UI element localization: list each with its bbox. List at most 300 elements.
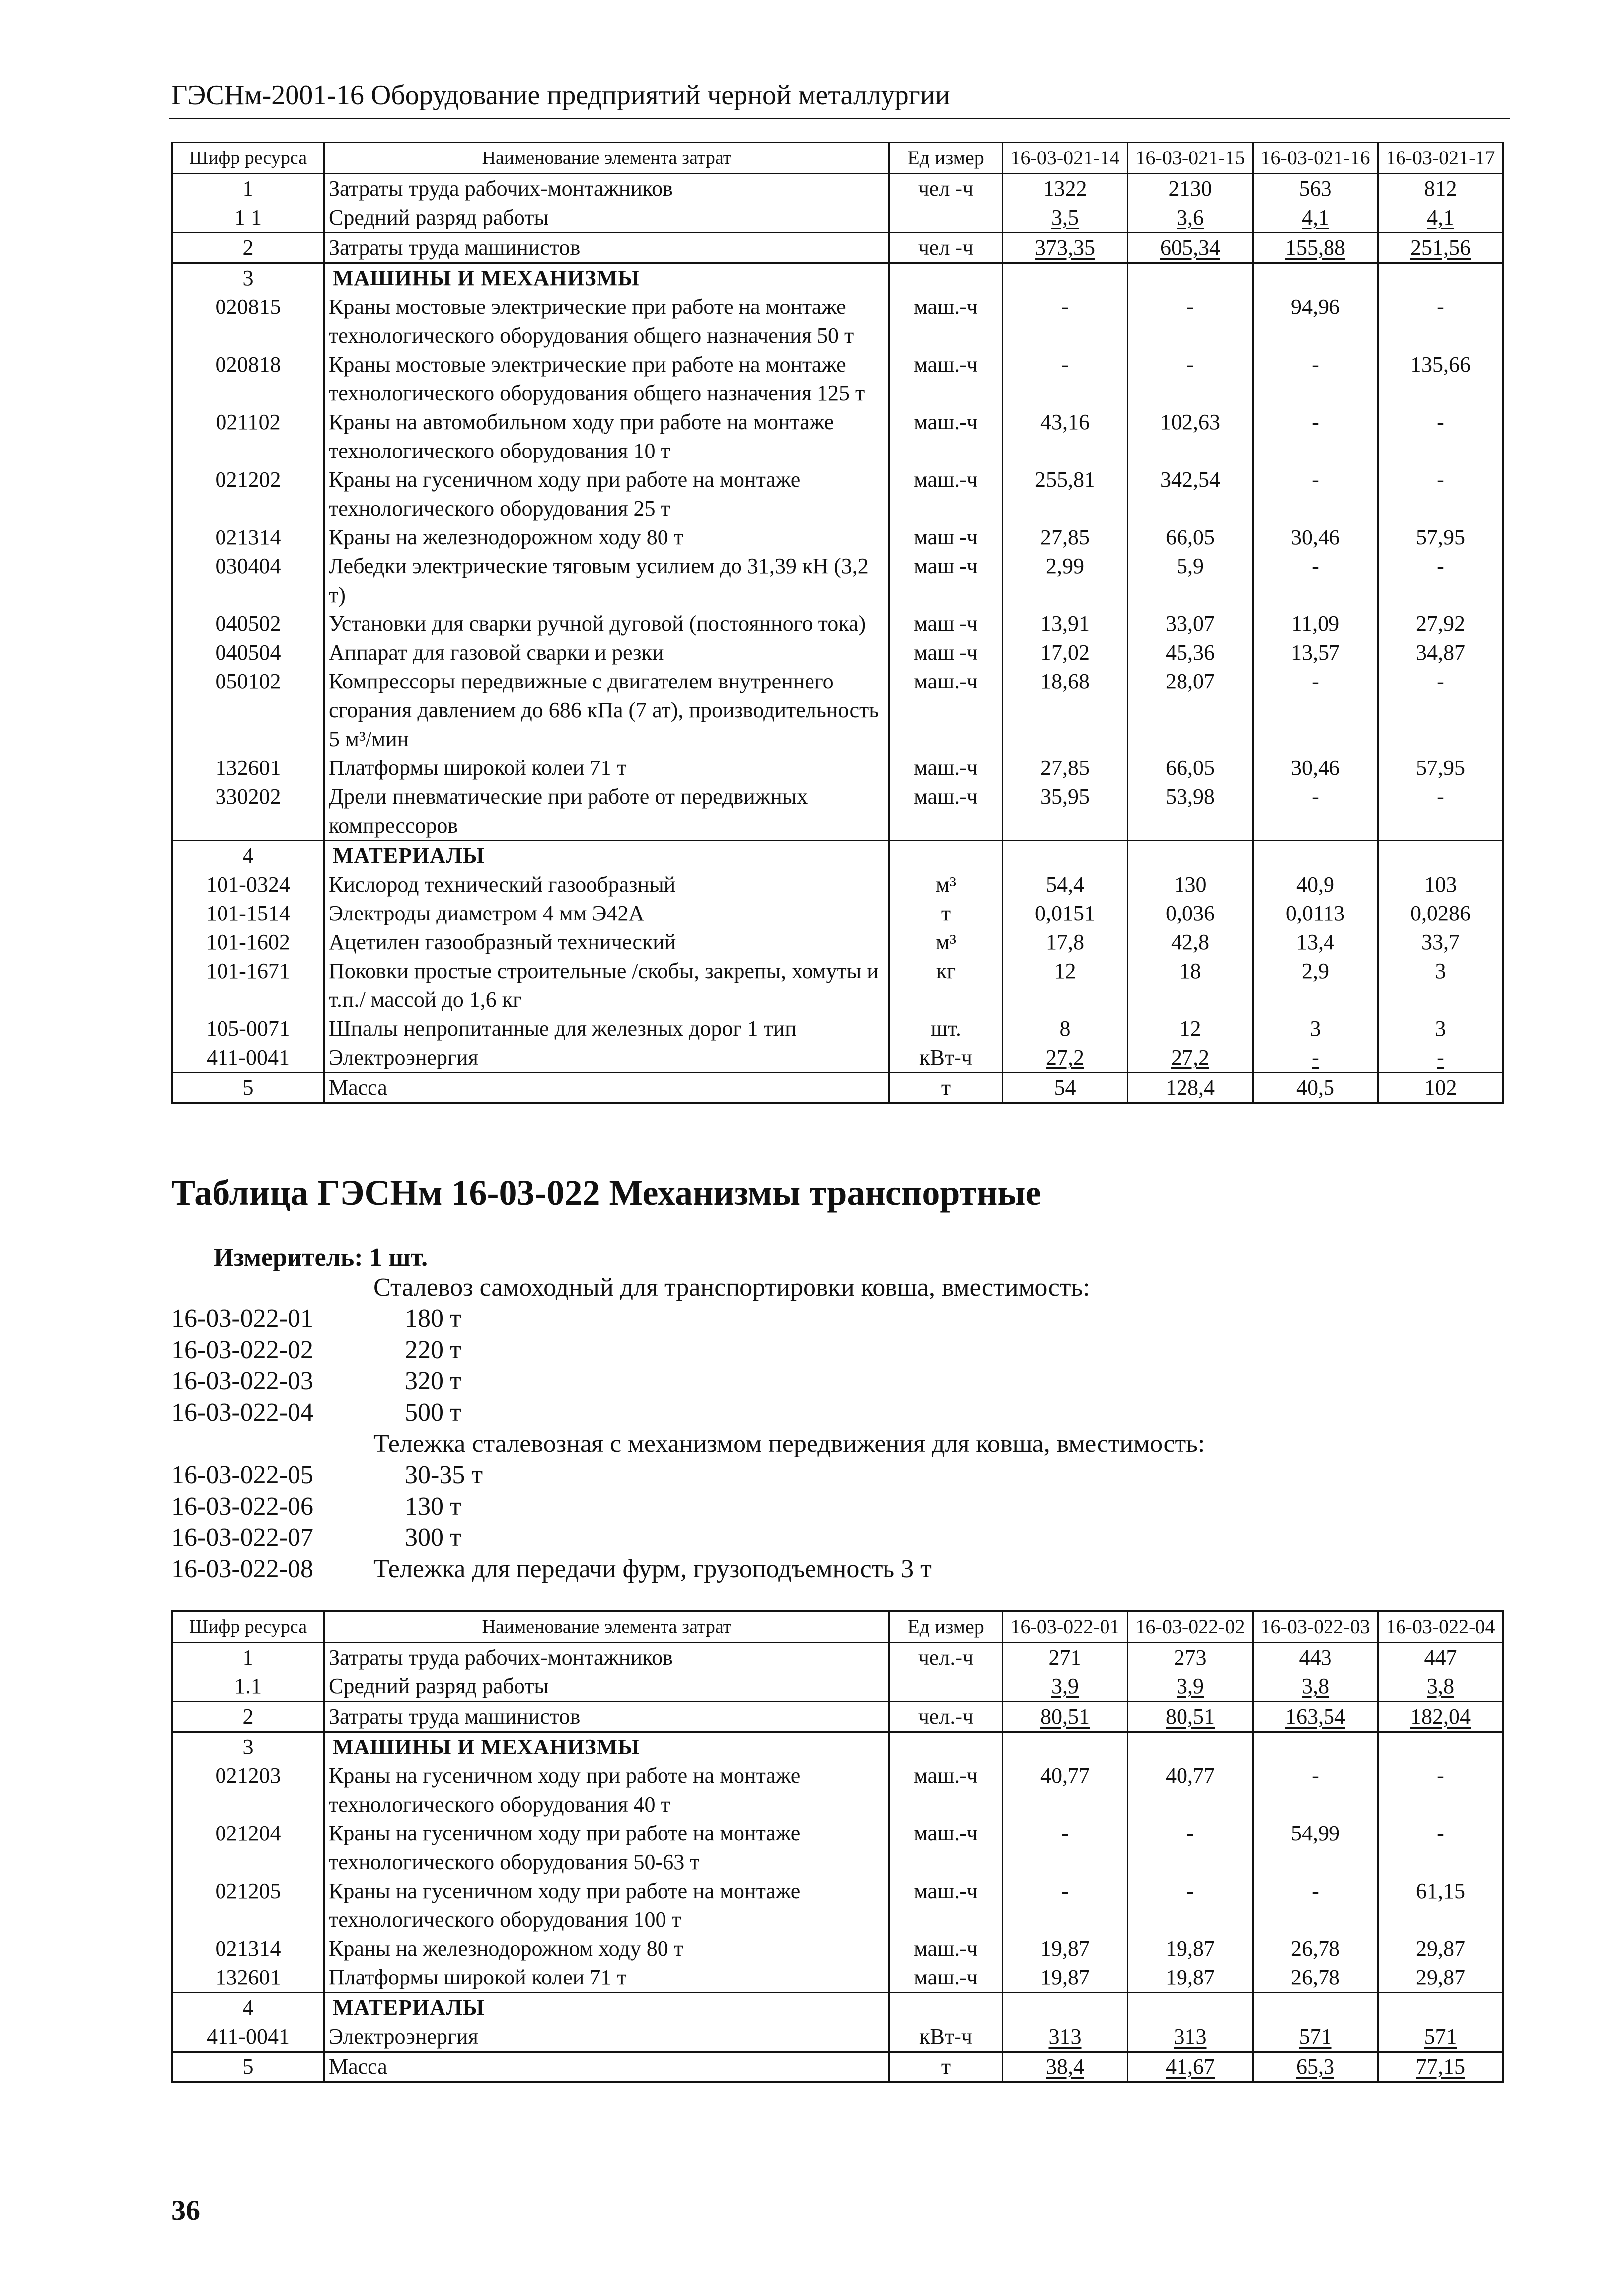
page-header: ГЭСНм-2001-16 Оборудование предприятий черной металлургии (171, 80, 950, 111)
cost-item-name: Дрели пневматические при работе от передвижных компрессоров (324, 782, 889, 841)
variant-code: 16-03-022-07 (171, 1524, 313, 1552)
table-row (172, 1934, 1503, 1963)
unit-of-measure: чел.-ч (889, 1702, 1003, 1732)
table-row (172, 523, 1503, 552)
value-cell: - (1253, 667, 1378, 754)
resource-code: 021203 (172, 1761, 324, 1819)
unit-of-measure (889, 263, 1003, 293)
resource-code: 020818 (172, 350, 324, 408)
value-cell (1128, 1732, 1253, 1762)
resource-code: 5 (172, 1073, 324, 1103)
value-cell (1128, 263, 1253, 293)
unit-of-measure: кВт-ч (889, 2022, 1003, 2052)
resource-code: 040502 (172, 610, 324, 638)
col-header-unit: Ед измер (889, 143, 1003, 174)
value-cell: 0,0113 (1253, 899, 1378, 928)
table-row (172, 841, 1503, 871)
variant-row (171, 1303, 1363, 1334)
resource-code: 021102 (172, 408, 324, 465)
value-cell: - (1253, 1761, 1378, 1819)
cost-item-name: Ацетилен газообразный технический (324, 928, 889, 957)
resource-code: 5 (172, 2052, 324, 2082)
value-cell: 26,78 (1253, 1934, 1378, 1963)
unit-of-measure: т (889, 2052, 1003, 2082)
variant-list (171, 1272, 1363, 1585)
value-cell: - (1253, 1043, 1378, 1073)
cost-item-name: Средний разряд работы (324, 1672, 889, 1702)
unit-of-measure: чел -ч (889, 174, 1003, 204)
section-heading: МАШИНЫ И МЕХАНИЗМЫ (324, 263, 889, 293)
value-cell: 27,2 (1003, 1043, 1128, 1073)
table-row (172, 350, 1503, 408)
value-cell: 40,5 (1253, 1073, 1378, 1103)
value-cell: 13,91 (1003, 610, 1128, 638)
value-cell: - (1378, 667, 1503, 754)
value-cell: 3,9 (1128, 1672, 1253, 1702)
value-cell: 3 (1253, 1014, 1378, 1043)
value-cell: 35,95 (1003, 782, 1128, 841)
unit-of-measure: маш -ч (889, 638, 1003, 667)
table-row (172, 1761, 1503, 1819)
variant-row (171, 1522, 1363, 1553)
value-cell: 163,54 (1253, 1702, 1378, 1732)
unit-of-measure (889, 1672, 1003, 1702)
col-header-name: Наименование элемента затрат (324, 143, 889, 174)
resource-code: 1.1 (172, 1672, 324, 1702)
value-cell: 255,81 (1003, 465, 1128, 523)
value-cell: 342,54 (1128, 465, 1253, 523)
value-cell: 571 (1253, 2022, 1378, 2052)
value-cell: 77,15 (1378, 2052, 1503, 2082)
resource-code: 411-0041 (172, 1043, 324, 1073)
variant-capacity: 130 т (405, 1492, 461, 1521)
variant-capacity: 180 т (405, 1304, 461, 1333)
resource-code: 4 (172, 1993, 324, 2023)
cost-item-name: Краны на железнодорожном ходу 80 т (324, 523, 889, 552)
section-heading: МАШИНЫ И МЕХАНИЗМЫ (324, 1732, 889, 1762)
table-row (172, 1877, 1503, 1934)
table-row (172, 1702, 1503, 1732)
col-header-unit: Ед измер (889, 1611, 1003, 1643)
table-row (172, 2052, 1503, 2082)
value-cell (1253, 1993, 1378, 2023)
value-cell: 40,9 (1253, 870, 1378, 899)
unit-of-measure: маш.-ч (889, 1934, 1003, 1963)
value-cell (1253, 1732, 1378, 1762)
value-cell: 103 (1378, 870, 1503, 899)
col-header-variant: 16-03-022-01 (1003, 1611, 1128, 1643)
table-row (172, 870, 1503, 899)
cost-item-name: Шпалы непропитанные для железных дорог 1 тип (324, 1014, 889, 1043)
value-cell: 34,87 (1378, 638, 1503, 667)
value-cell: - (1253, 350, 1378, 408)
value-cell (1128, 841, 1253, 871)
value-cell: 271 (1003, 1643, 1128, 1673)
unit-of-measure: маш.-ч (889, 667, 1003, 754)
value-cell: 563 (1253, 174, 1378, 204)
value-cell (1378, 1993, 1503, 2023)
table-row (172, 408, 1503, 465)
value-cell (1378, 1732, 1503, 1762)
value-cell: 30,46 (1253, 523, 1378, 552)
variant-caption: Тележка сталевозная с механизмом передвижения для ковша, вместимость: (373, 1430, 1205, 1458)
value-cell: - (1378, 1819, 1503, 1877)
cost-item-name: Краны на гусеничном ходу при работе на монтаже технологического оборудования 50-63 т (324, 1819, 889, 1877)
value-cell: - (1128, 1819, 1253, 1877)
value-cell: 27,92 (1378, 610, 1503, 638)
table-row (172, 899, 1503, 928)
table-row (172, 263, 1503, 293)
value-cell: 19,87 (1003, 1963, 1128, 1993)
variant-capacity: 220 т (405, 1336, 461, 1364)
unit-of-measure: маш.-ч (889, 408, 1003, 465)
unit-of-measure: кВт-ч (889, 1043, 1003, 1073)
value-cell: 3,6 (1128, 203, 1253, 233)
variant-code: 16-03-022-01 (171, 1304, 313, 1333)
value-cell: - (1253, 1877, 1378, 1934)
value-cell: 2130 (1128, 174, 1253, 204)
unit-of-measure: маш.-ч (889, 1819, 1003, 1877)
value-cell: 53,98 (1128, 782, 1253, 841)
value-cell: 54,4 (1003, 870, 1128, 899)
unit-of-measure (889, 203, 1003, 233)
variant-row (171, 1459, 1363, 1491)
variant-code: 16-03-022-02 (171, 1336, 313, 1364)
value-cell: - (1378, 408, 1503, 465)
value-cell: - (1003, 293, 1128, 350)
value-cell (1003, 263, 1128, 293)
resource-code: 021205 (172, 1877, 324, 1934)
table-row (172, 1672, 1503, 1702)
value-cell: 42,8 (1128, 928, 1253, 957)
cost-item-name: Лебедки электрические тяговым усилием до 31,39 кН (3,2 т) (324, 552, 889, 610)
cost-item-name: Платформы широкой колеи 71 т (324, 754, 889, 782)
unit-of-measure: т (889, 899, 1003, 928)
value-cell: - (1128, 350, 1253, 408)
cost-item-name: Средний разряд работы (324, 203, 889, 233)
value-cell (1003, 841, 1128, 871)
col-header-variant: 16-03-022-02 (1128, 1611, 1253, 1643)
value-cell: 313 (1003, 2022, 1128, 2052)
unit-of-measure: маш.-ч (889, 465, 1003, 523)
value-cell: - (1128, 1877, 1253, 1934)
col-header-variant: 16-03-021-15 (1128, 143, 1253, 174)
value-cell: - (1003, 1819, 1128, 1877)
page-number: 36 (171, 2194, 200, 2226)
value-cell: - (1378, 465, 1503, 523)
value-cell: 3,9 (1003, 1672, 1128, 1702)
cost-item-name: Затраты труда машинистов (324, 233, 889, 263)
value-cell: 66,05 (1128, 523, 1253, 552)
resource-code: 030404 (172, 552, 324, 610)
cost-item-name: Электроэнергия (324, 1043, 889, 1073)
value-cell: 5,9 (1128, 552, 1253, 610)
table-row (172, 1043, 1503, 1073)
table-row (172, 1014, 1503, 1043)
variant-row (171, 1397, 1363, 1428)
value-cell: 3,8 (1378, 1672, 1503, 1702)
table-header-row (172, 1611, 1503, 1643)
value-cell: 54 (1003, 1073, 1128, 1103)
resource-code: 021314 (172, 1934, 324, 1963)
value-cell (1128, 1993, 1253, 2023)
value-cell: 29,87 (1378, 1934, 1503, 1963)
table-row (172, 1732, 1503, 1762)
col-header-name: Наименование элемента затрат (324, 1611, 889, 1643)
table-row (172, 782, 1503, 841)
variant-code: 16-03-022-05 (171, 1461, 313, 1489)
cost-item-name: Поковки простые строительные /скобы, закрепы, хомуты и т.п./ массой до 1,6 кг (324, 957, 889, 1014)
resource-table-16-03-022 (171, 1610, 1504, 2083)
value-cell: 18,68 (1003, 667, 1128, 754)
value-cell: 0,0286 (1378, 899, 1503, 928)
value-cell: 40,77 (1003, 1761, 1128, 1819)
resource-code: 1 1 (172, 203, 324, 233)
table-row (172, 754, 1503, 782)
value-cell: 12 (1003, 957, 1128, 1014)
variant-code: 16-03-022-04 (171, 1398, 313, 1427)
variant-capacity: 500 т (405, 1398, 461, 1427)
value-cell: 182,04 (1378, 1702, 1503, 1732)
variant-code: 16-03-022-08 (171, 1555, 313, 1583)
value-cell: 812 (1378, 174, 1503, 204)
variant-code: 16-03-022-06 (171, 1492, 313, 1521)
resource-code: 2 (172, 1702, 324, 1732)
unit-of-measure: т (889, 1073, 1003, 1103)
value-cell: 11,09 (1253, 610, 1378, 638)
value-cell: 3 (1378, 957, 1503, 1014)
variant-row (171, 1553, 1363, 1585)
table-row (172, 1819, 1503, 1877)
value-cell: 33,07 (1128, 610, 1253, 638)
table-row (172, 610, 1503, 638)
resource-code: 101-1671 (172, 957, 324, 1014)
variant-row (171, 1334, 1363, 1366)
table-row (172, 1963, 1503, 1993)
value-cell (1003, 1993, 1128, 2023)
resource-code: 105-0071 (172, 1014, 324, 1043)
variant-row (171, 1491, 1363, 1522)
value-cell: - (1253, 465, 1378, 523)
variant-caption: Сталевоз самоходный для транспортировки ковша, вместимость: (373, 1273, 1090, 1301)
cost-item-name: Электроды диаметром 4 мм Э42А (324, 899, 889, 928)
section-heading: МАТЕРИАЛЫ (324, 841, 889, 871)
unit-of-measure: м³ (889, 870, 1003, 899)
value-cell (1378, 841, 1503, 871)
value-cell: 13,57 (1253, 638, 1378, 667)
unit-of-measure (889, 841, 1003, 871)
header-rule (169, 118, 1510, 119)
value-cell: 2,99 (1003, 552, 1128, 610)
value-cell: 27,2 (1128, 1043, 1253, 1073)
value-cell: 19,87 (1128, 1963, 1253, 1993)
value-cell: 80,51 (1128, 1702, 1253, 1732)
resource-code: 020815 (172, 293, 324, 350)
table-row (172, 203, 1503, 233)
value-cell: 3,8 (1253, 1672, 1378, 1702)
value-cell: 0,0151 (1003, 899, 1128, 928)
value-cell: 17,8 (1003, 928, 1128, 957)
value-cell: 27,85 (1003, 523, 1128, 552)
variant-capacity: 30-35 т (405, 1461, 483, 1489)
value-cell: 155,88 (1253, 233, 1378, 263)
cost-item-name: Кислород технический газообразный (324, 870, 889, 899)
meter-label: Измеритель: 1 шт. (214, 1243, 428, 1272)
table-row (172, 638, 1503, 667)
resource-code: 021314 (172, 523, 324, 552)
cost-item-name: Электроэнергия (324, 2022, 889, 2052)
cost-item-name: Установки для сварки ручной дуговой (постоянного тока) (324, 610, 889, 638)
table-row (172, 465, 1503, 523)
variant-capacity: 320 т (405, 1367, 461, 1395)
value-cell: - (1378, 782, 1503, 841)
value-cell: - (1378, 552, 1503, 610)
unit-of-measure: маш.-ч (889, 1963, 1003, 1993)
cost-item-name: Затраты труда машинистов (324, 1702, 889, 1732)
variant-row (171, 1366, 1363, 1397)
table-row (172, 233, 1503, 263)
value-cell: 54,99 (1253, 1819, 1378, 1877)
resource-code: 132601 (172, 754, 324, 782)
value-cell (1003, 1732, 1128, 1762)
value-cell: - (1003, 350, 1128, 408)
value-cell: 33,7 (1378, 928, 1503, 957)
resource-code: 2 (172, 233, 324, 263)
col-header-variant: 16-03-021-16 (1253, 143, 1378, 174)
table-row (172, 667, 1503, 754)
unit-of-measure: маш -ч (889, 523, 1003, 552)
value-cell: 4,1 (1378, 203, 1503, 233)
table-header-row (172, 143, 1503, 174)
col-header-variant: 16-03-022-03 (1253, 1611, 1378, 1643)
resource-code: 101-1514 (172, 899, 324, 928)
value-cell: 40,77 (1128, 1761, 1253, 1819)
value-cell: 65,3 (1253, 2052, 1378, 2082)
unit-of-measure (889, 1732, 1003, 1762)
value-cell: 80,51 (1003, 1702, 1128, 1732)
variant-row (171, 1272, 1363, 1303)
value-cell: 66,05 (1128, 754, 1253, 782)
cost-item-name: Краны на гусеничном ходу при работе на монтаже технологического оборудования 100 т (324, 1877, 889, 1934)
table-row (172, 552, 1503, 610)
resource-code: 1 (172, 1643, 324, 1673)
value-cell: 571 (1378, 2022, 1503, 2052)
resource-code: 1 (172, 174, 324, 204)
value-cell: 19,87 (1128, 1934, 1253, 1963)
value-cell: 130 (1128, 870, 1253, 899)
unit-of-measure: маш -ч (889, 552, 1003, 610)
resource-code: 040504 (172, 638, 324, 667)
value-cell: 61,15 (1378, 1877, 1503, 1934)
value-cell: 273 (1128, 1643, 1253, 1673)
resource-code: 411-0041 (172, 2022, 324, 2052)
table-row (172, 2022, 1503, 2052)
value-cell: - (1378, 293, 1503, 350)
value-cell: 30,46 (1253, 754, 1378, 782)
table-row (172, 293, 1503, 350)
unit-of-measure: кг (889, 957, 1003, 1014)
value-cell: 313 (1128, 2022, 1253, 2052)
resource-code: 132601 (172, 1963, 324, 1993)
value-cell: 17,02 (1003, 638, 1128, 667)
value-cell: 3 (1378, 1014, 1503, 1043)
unit-of-measure: чел.-ч (889, 1643, 1003, 1673)
unit-of-measure: шт. (889, 1014, 1003, 1043)
cost-item-name: Затраты труда рабочих-монтажников (324, 1643, 889, 1673)
value-cell: 1322 (1003, 174, 1128, 204)
cost-item-name: Масса (324, 1073, 889, 1103)
cost-item-name: Краны на гусеничном ходу при работе на монтаже технологического оборудования 40 т (324, 1761, 889, 1819)
table-row (172, 1993, 1503, 2023)
value-cell: 28,07 (1128, 667, 1253, 754)
value-cell: 373,35 (1003, 233, 1128, 263)
value-cell: - (1253, 552, 1378, 610)
value-cell: - (1378, 1043, 1503, 1073)
value-cell (1378, 263, 1503, 293)
table-row (172, 928, 1503, 957)
value-cell: 3,5 (1003, 203, 1128, 233)
resource-code: 4 (172, 841, 324, 871)
value-cell: 45,36 (1128, 638, 1253, 667)
unit-of-measure: маш.-ч (889, 1877, 1003, 1934)
value-cell: - (1253, 782, 1378, 841)
cost-item-name: Затраты труда рабочих-монтажников (324, 174, 889, 204)
value-cell: 251,56 (1378, 233, 1503, 263)
unit-of-measure: маш.-ч (889, 782, 1003, 841)
resource-code: 101-0324 (172, 870, 324, 899)
cost-item-name: Аппарат для газовой сварки и резки (324, 638, 889, 667)
cost-item-name: Краны на гусеничном ходу при работе на монтаже технологического оборудования 25 т (324, 465, 889, 523)
resource-code: 330202 (172, 782, 324, 841)
cost-item-name: Краны мостовые электрические при работе на монтаже технологического оборудования общего назначения 50 т (324, 293, 889, 350)
value-cell: 12 (1128, 1014, 1253, 1043)
value-cell: 18 (1128, 957, 1253, 1014)
resource-code: 021202 (172, 465, 324, 523)
unit-of-measure: маш -ч (889, 610, 1003, 638)
value-cell: 13,4 (1253, 928, 1378, 957)
cost-item-name: Краны на железнодорожном ходу 80 т (324, 1934, 889, 1963)
col-header-variant: 16-03-021-14 (1003, 143, 1128, 174)
value-cell: - (1253, 408, 1378, 465)
value-cell: 29,87 (1378, 1963, 1503, 1993)
col-header-variant: 16-03-022-04 (1378, 1611, 1503, 1643)
unit-of-measure: маш.-ч (889, 350, 1003, 408)
value-cell: 27,85 (1003, 754, 1128, 782)
value-cell: 43,16 (1003, 408, 1128, 465)
value-cell: 57,95 (1378, 523, 1503, 552)
resource-code: 3 (172, 1732, 324, 1762)
unit-of-measure: маш.-ч (889, 1761, 1003, 1819)
variant-capacity: 300 т (405, 1524, 461, 1552)
value-cell: 38,4 (1003, 2052, 1128, 2082)
value-cell (1253, 263, 1378, 293)
section-heading: МАТЕРИАЛЫ (324, 1993, 889, 2023)
table-row (172, 1643, 1503, 1673)
cost-item-name: Компрессоры передвижные с двигателем внутреннего сгорания давлением до 686 кПа (7 ат), производительность 5 м³/мин (324, 667, 889, 754)
cost-item-name: Краны мостовые электрические при работе на монтаже технологического оборудования общего назначения 125 т (324, 350, 889, 408)
resource-code: 021204 (172, 1819, 324, 1877)
unit-of-measure: маш.-ч (889, 754, 1003, 782)
value-cell: 19,87 (1003, 1934, 1128, 1963)
unit-of-measure (889, 1993, 1003, 2023)
table-row (172, 174, 1503, 204)
value-cell: 605,34 (1128, 233, 1253, 263)
value-cell: 8 (1003, 1014, 1128, 1043)
variant-code: 16-03-022-03 (171, 1367, 313, 1395)
resource-code: 101-1602 (172, 928, 324, 957)
value-cell: 443 (1253, 1643, 1378, 1673)
variant-caption: Тележка для передачи фурм, грузоподъемность 3 т (373, 1555, 932, 1583)
